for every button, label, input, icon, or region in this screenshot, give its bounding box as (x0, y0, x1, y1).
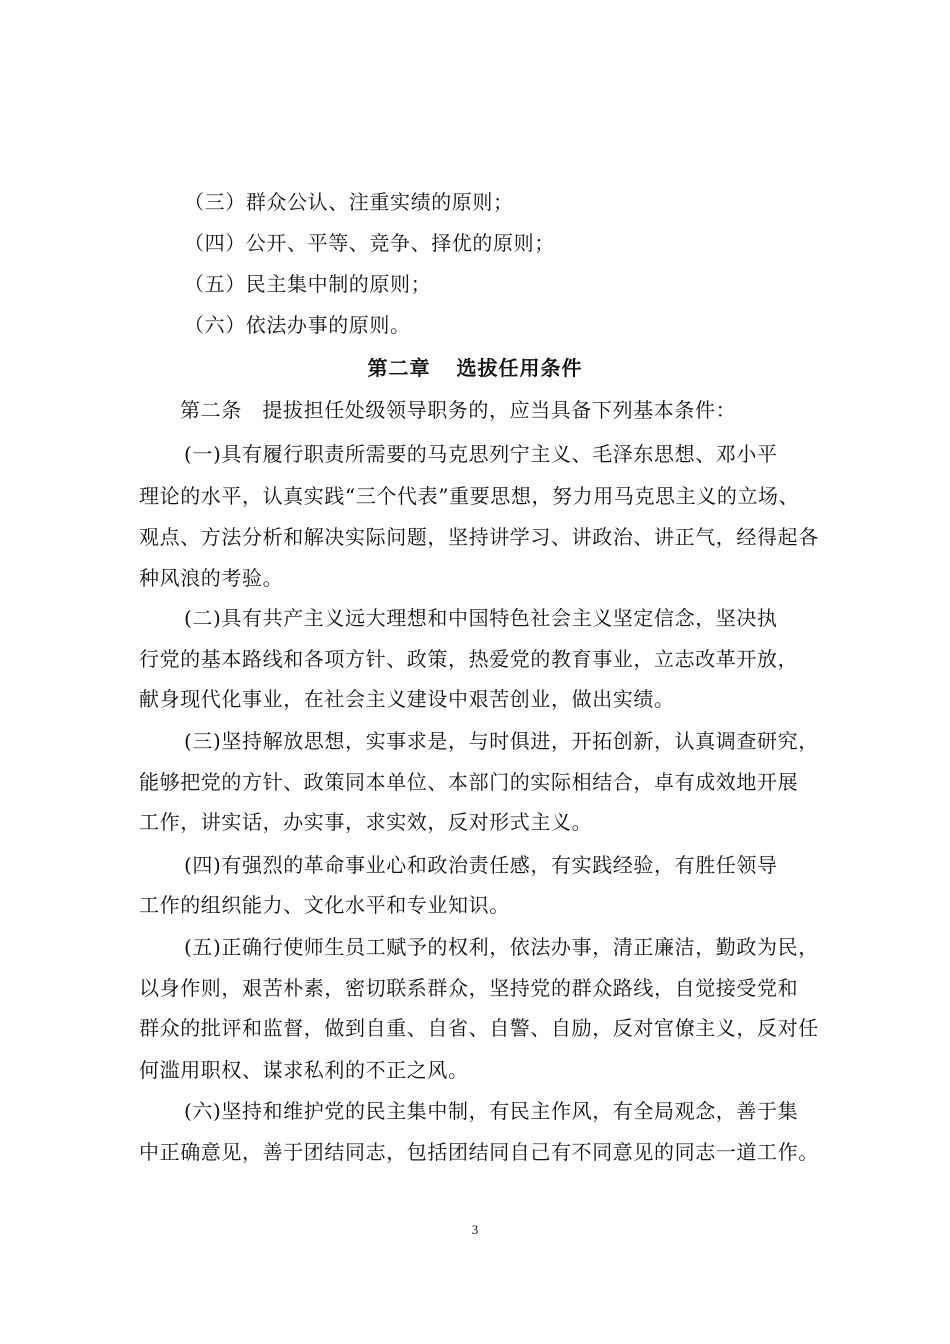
condition-6-line-2: 中正确意见，善于团结同志，包括团结同自己有不同意见的同志一道工作。 (139, 1140, 819, 1164)
chapter-name: 选拔任用条件 (456, 356, 583, 380)
condition-2-line-3: 献身现代化事业，在社会主义建设中艰苦创业，做出实绩。 (139, 687, 675, 711)
condition-1-line-1: (一)具有履行职责所需要的马克思列宁主义、毛泽东思想、邓小平 (184, 442, 778, 466)
condition-5-line-3: 群众的批评和监督，做到自重、自省、自警、自励，反对官僚主义，反对任 (139, 1016, 819, 1040)
chapter-title (0, 354, 950, 382)
condition-3-line-3: 工作，讲实话，办实事，求实效，反对形式主义。 (139, 810, 593, 834)
list-item-6: （六）依法办事的原则。 (184, 313, 411, 337)
list-item-4: （四）公开、平等、竞争、择优的原则； (184, 231, 555, 255)
condition-4-line-2: 工作的组织能力、文化水平和专业知识。 (139, 893, 510, 917)
condition-5-line-4: 何滥用职权、谋求私利的不正之风。 (139, 1058, 469, 1082)
article-intro: 第二条 提拔担任处级领导职务的，应当具备下列基本条件： (180, 398, 737, 422)
condition-5-line-2: 以身作则，艰苦朴素，密切联系群众，坚持党的群众路线，自觉接受党和 (139, 976, 799, 1000)
condition-1-line-4: 种风浪的考验。 (139, 566, 284, 590)
condition-1-line-3: 观点、方法分析和解决实际问题，坚持讲学习、讲政治、讲正气，经得起各 (139, 525, 819, 549)
chapter-number: 第二章 (367, 356, 431, 380)
list-item-3: （三）群众公认、注重实绩的原则； (184, 190, 514, 214)
condition-6-line-1: (六)坚持和维护党的民主集中制，有民主作风，有全局观念，善于集 (184, 1099, 799, 1123)
condition-3-line-1: (三)坚持解放思想，实事求是，与时俱进，开拓创新，认真调查研究， (184, 729, 819, 753)
condition-2-line-1: (二)具有共产主义远大理想和中国特色社会主义坚定信念，坚决执 (184, 606, 778, 630)
page-number: 3 (471, 1222, 479, 1237)
list-item-5: （五）民主集中制的原则； (184, 272, 432, 296)
condition-4-line-1: (四)有强烈的革命事业心和政治责任感，有实践经验，有胜任领导 (184, 853, 778, 877)
condition-1-line-2: 理论的水平，认真实践“三个代表”重要思想，努力用马克思主义的立场、 (139, 484, 800, 508)
condition-2-line-2: 行党的基本路线和各项方针、政策，热爱党的教育事业，立志改革开放， (139, 647, 799, 671)
condition-3-line-2: 能够把党的方针、政策同本单位、本部门的实际相结合，卓有成效地开展 (139, 770, 799, 794)
condition-5-line-1: (五)正确行使师生员工赋予的权利，依法办事，清正廉洁，勤政为民， (184, 935, 819, 959)
